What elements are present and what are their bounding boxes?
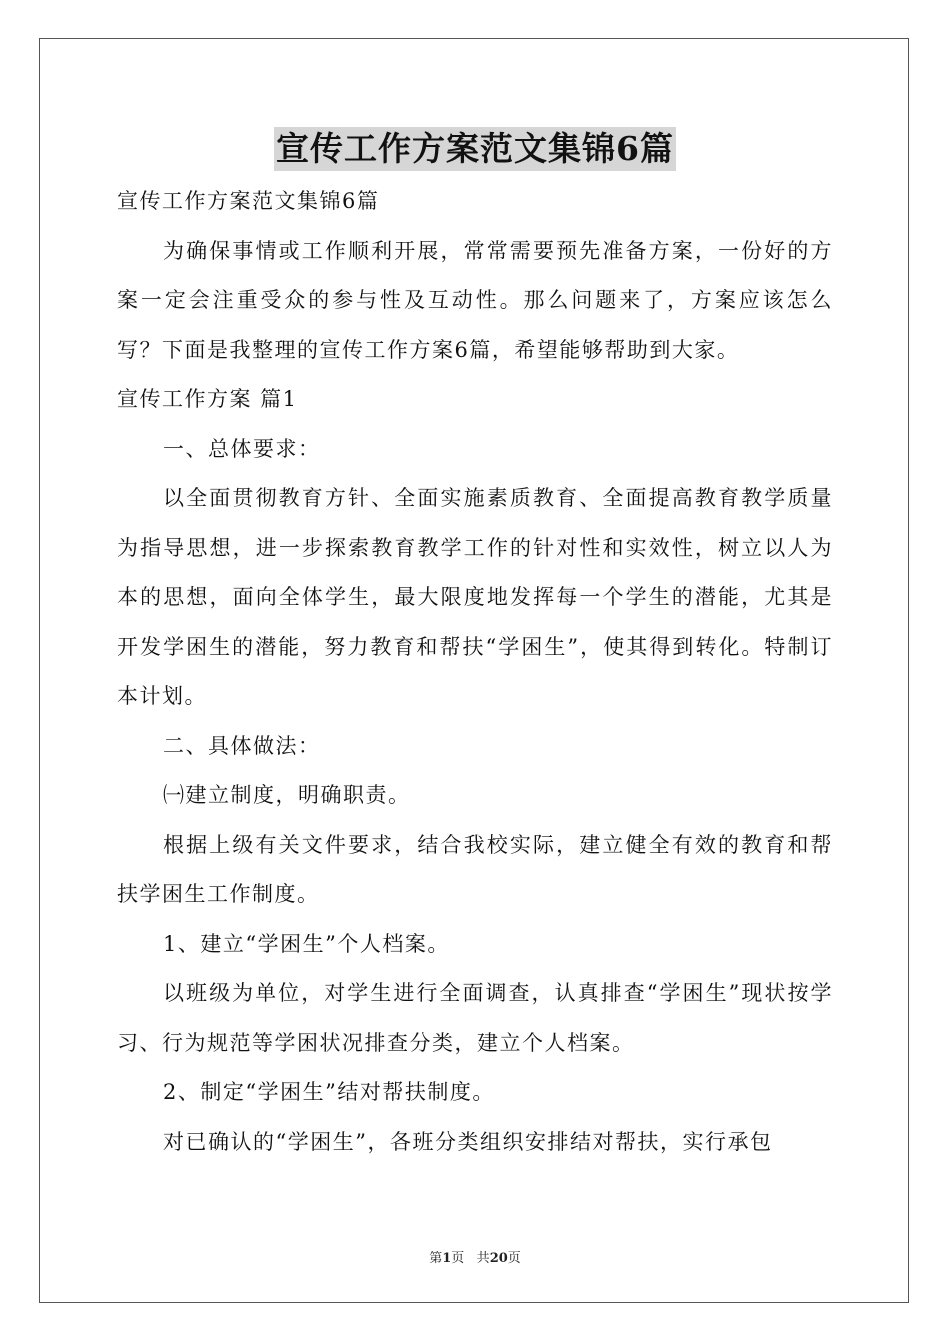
paragraph-1: 为确保事情或工作顺利开展，常常需要预先准备方案，一份好的方案一定会注重受众的参与性及互动性。那么问题来了，方案应该怎么写？下面是我整理的宣传工作方案6篇，希望能够帮助到大家。 <box>117 238 833 362</box>
paragraph-2: 宣传工作方案 篇1 <box>117 387 298 411</box>
page-prefix: 第 <box>429 1251 443 1266</box>
page-total: 20 <box>489 1251 508 1266</box>
document-title: 宣传工作方案范文集锦6篇 <box>274 127 676 171</box>
title-wrap <box>0 127 950 171</box>
paragraph-9: 以班级为单位，对学生进行全面调查，认真排查“学困生”现状按学习、行为规范等学困状况排查分类，建立个人档案。 <box>117 981 833 1055</box>
paragraph-0: 宣传工作方案范文集锦6篇 <box>117 189 380 213</box>
paragraph-3: 一、总体要求： <box>163 436 321 461</box>
paragraph-11: 对已确认的“学困生”，各班分类组织安排结对帮扶，实行承包 <box>163 1129 773 1154</box>
total-prefix: 共 <box>476 1251 490 1266</box>
page-current: 1 <box>442 1251 452 1266</box>
paragraph-6: ㈠建立制度，明确职责。 <box>163 783 411 807</box>
total-suffix: 页 <box>507 1251 521 1266</box>
paragraph-10: 2、制定“学困生”结对帮扶制度。 <box>163 1080 495 1104</box>
paragraph-8: 1、建立“学困生”个人档案。 <box>163 931 450 956</box>
page-footer <box>0 1247 950 1266</box>
document-body <box>117 177 833 1167</box>
paragraph-7: 根据上级有关文件要求，结合我校实际，建立健全有效的教育和帮扶学困生工作制度。 <box>117 832 833 906</box>
paragraph-4: 以全面贯彻教育方针、全面实施素质教育、全面提高教育教学质量为指导思想，进一步探索教育教学工作的针对性和实效性，树立以人为本的思想，面向全体学生，最大限度地发挥每一个学生的潜能，尤其是开发学困生的潜能，努力教育和帮扶“学困生”，使其得到转化。特制订本计划。 <box>117 486 833 708</box>
paragraph-5: 二、具体做法： <box>163 733 321 758</box>
page-suffix: 页 <box>451 1251 465 1266</box>
